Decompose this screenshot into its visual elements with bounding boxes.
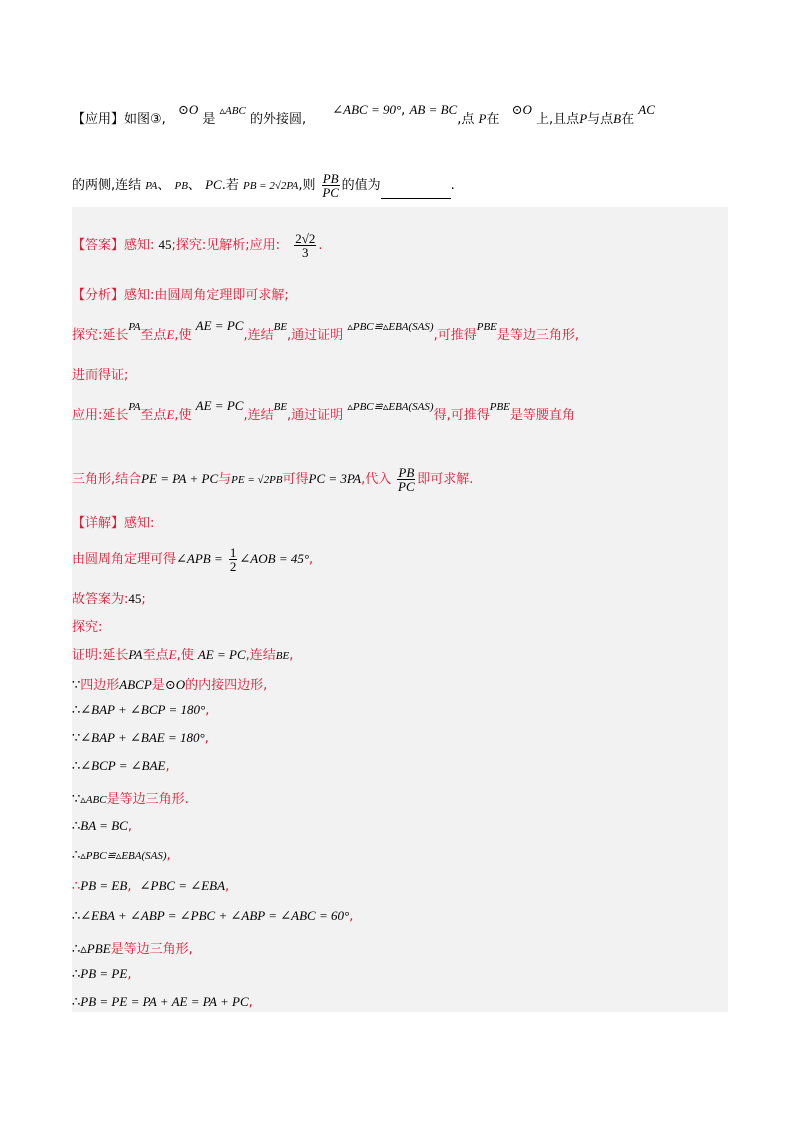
proof-step: ∴PB = EB, ∠PBC = ∠EBA, <box>72 878 230 894</box>
detail-line-1: 【详解】感知: <box>72 516 155 531</box>
problem-line-2: 的两侧,连结 PA、 PB、 PC.若 PB = 2√2PA,则 $\frac{PB}{PC}$ 的值为 . <box>72 171 455 200</box>
proof-step: ∴▵PBE是等边三角形, <box>72 941 193 957</box>
detail-line-3: 故答案为:45; <box>72 591 146 607</box>
analysis-line-5: 三角形,结合PE = PA + PC与PE = √2PB可得PC = 3PA,代入 $\frac{PB}{PC}$ 即可求解. <box>72 465 474 494</box>
detail-line-4: 探究: <box>72 620 103 635</box>
proof-step: ∴∠BCP = ∠BAE, <box>72 758 170 774</box>
proof-step: ∴PB = PE = PA + AE = PA + PC, <box>72 994 253 1010</box>
proof-step: ∵▵ABC是等边三角形. <box>72 792 189 807</box>
answer-line: 【答案】感知: 45;探究:见解析;应用: $\frac{2√2}{3}$ . <box>72 231 323 260</box>
condition-pb: PB = 2√2PA <box>242 180 299 192</box>
angle-abc: ∠ABC = 90° <box>332 102 402 117</box>
detail-line-5: 证明:延长PA至点E,使 AE = PC,连结BE, <box>72 647 294 663</box>
answer-blank[interactable] <box>381 186 451 199</box>
detail-tag: 【详解】 <box>72 516 125 531</box>
analysis-tag: 【分析】 <box>72 288 125 303</box>
triangle-abc: ▵ABC <box>219 105 246 117</box>
analysis-line-4: 应用:延长$^{PA}$至点E,使 AE = PC,连结$^{BE}$,通过证明 $^{▵PBC≌▵EBA(SAS)}$得,可推得$^{PBE}$是等腰直角 <box>72 398 575 423</box>
ab-eq-bc: AB = BC <box>409 102 458 117</box>
proof-step: ∴▵PBC≌▵EBA(SAS), <box>72 848 171 863</box>
proof-step: ∴PB = PE, <box>72 966 132 982</box>
analysis-line-1: 【分析】感知:由圆周角定理即可求解; <box>72 288 289 303</box>
proof-step: ∴∠BAP + ∠BCP = 180°, <box>72 702 210 718</box>
fraction-pb-pc: $\frac{PB}{PC}$ <box>322 171 339 200</box>
detail-line-2: 由圆周角定理可得∠APB = $\frac{1}{2}$ ∠AOB = 45°, <box>72 545 314 574</box>
problem-line-1: 【应用】如图③, ⊙O 是 $^{▵ABC}$ 的外接圆, ∠ABC = 90°, AB = BC,点 P在 ⊙O 上,且点P与点B在 AC <box>72 102 655 127</box>
application-tag: 【应用】 <box>72 112 125 127</box>
proof-step: ∴BA = BC, <box>72 818 132 834</box>
answer-fraction: $\frac{2√2}{3}$ <box>295 231 316 260</box>
proof-step: ∵四边形ABCP是⊙O的内接四边形, <box>72 677 268 693</box>
analysis-line-3: 进而得证; <box>72 368 129 383</box>
answer-tag: 【答案】 <box>72 238 125 253</box>
proof-step: ∴∠EBA + ∠ABP = ∠PBC + ∠ABP = ∠ABC = 60°, <box>72 908 354 924</box>
analysis-line-2: 探究:延长$^{PA}$至点E,使 AE = PC,连结$^{BE}$,通过证明 $^{▵PBC≌▵EBA(SAS)}$,可推得$^{PBE}$是等边三角形, <box>72 318 580 343</box>
circle-o: ⊙O <box>177 102 199 117</box>
proof-step: ∵∠BAP + ∠BAE = 180°, <box>72 730 209 746</box>
